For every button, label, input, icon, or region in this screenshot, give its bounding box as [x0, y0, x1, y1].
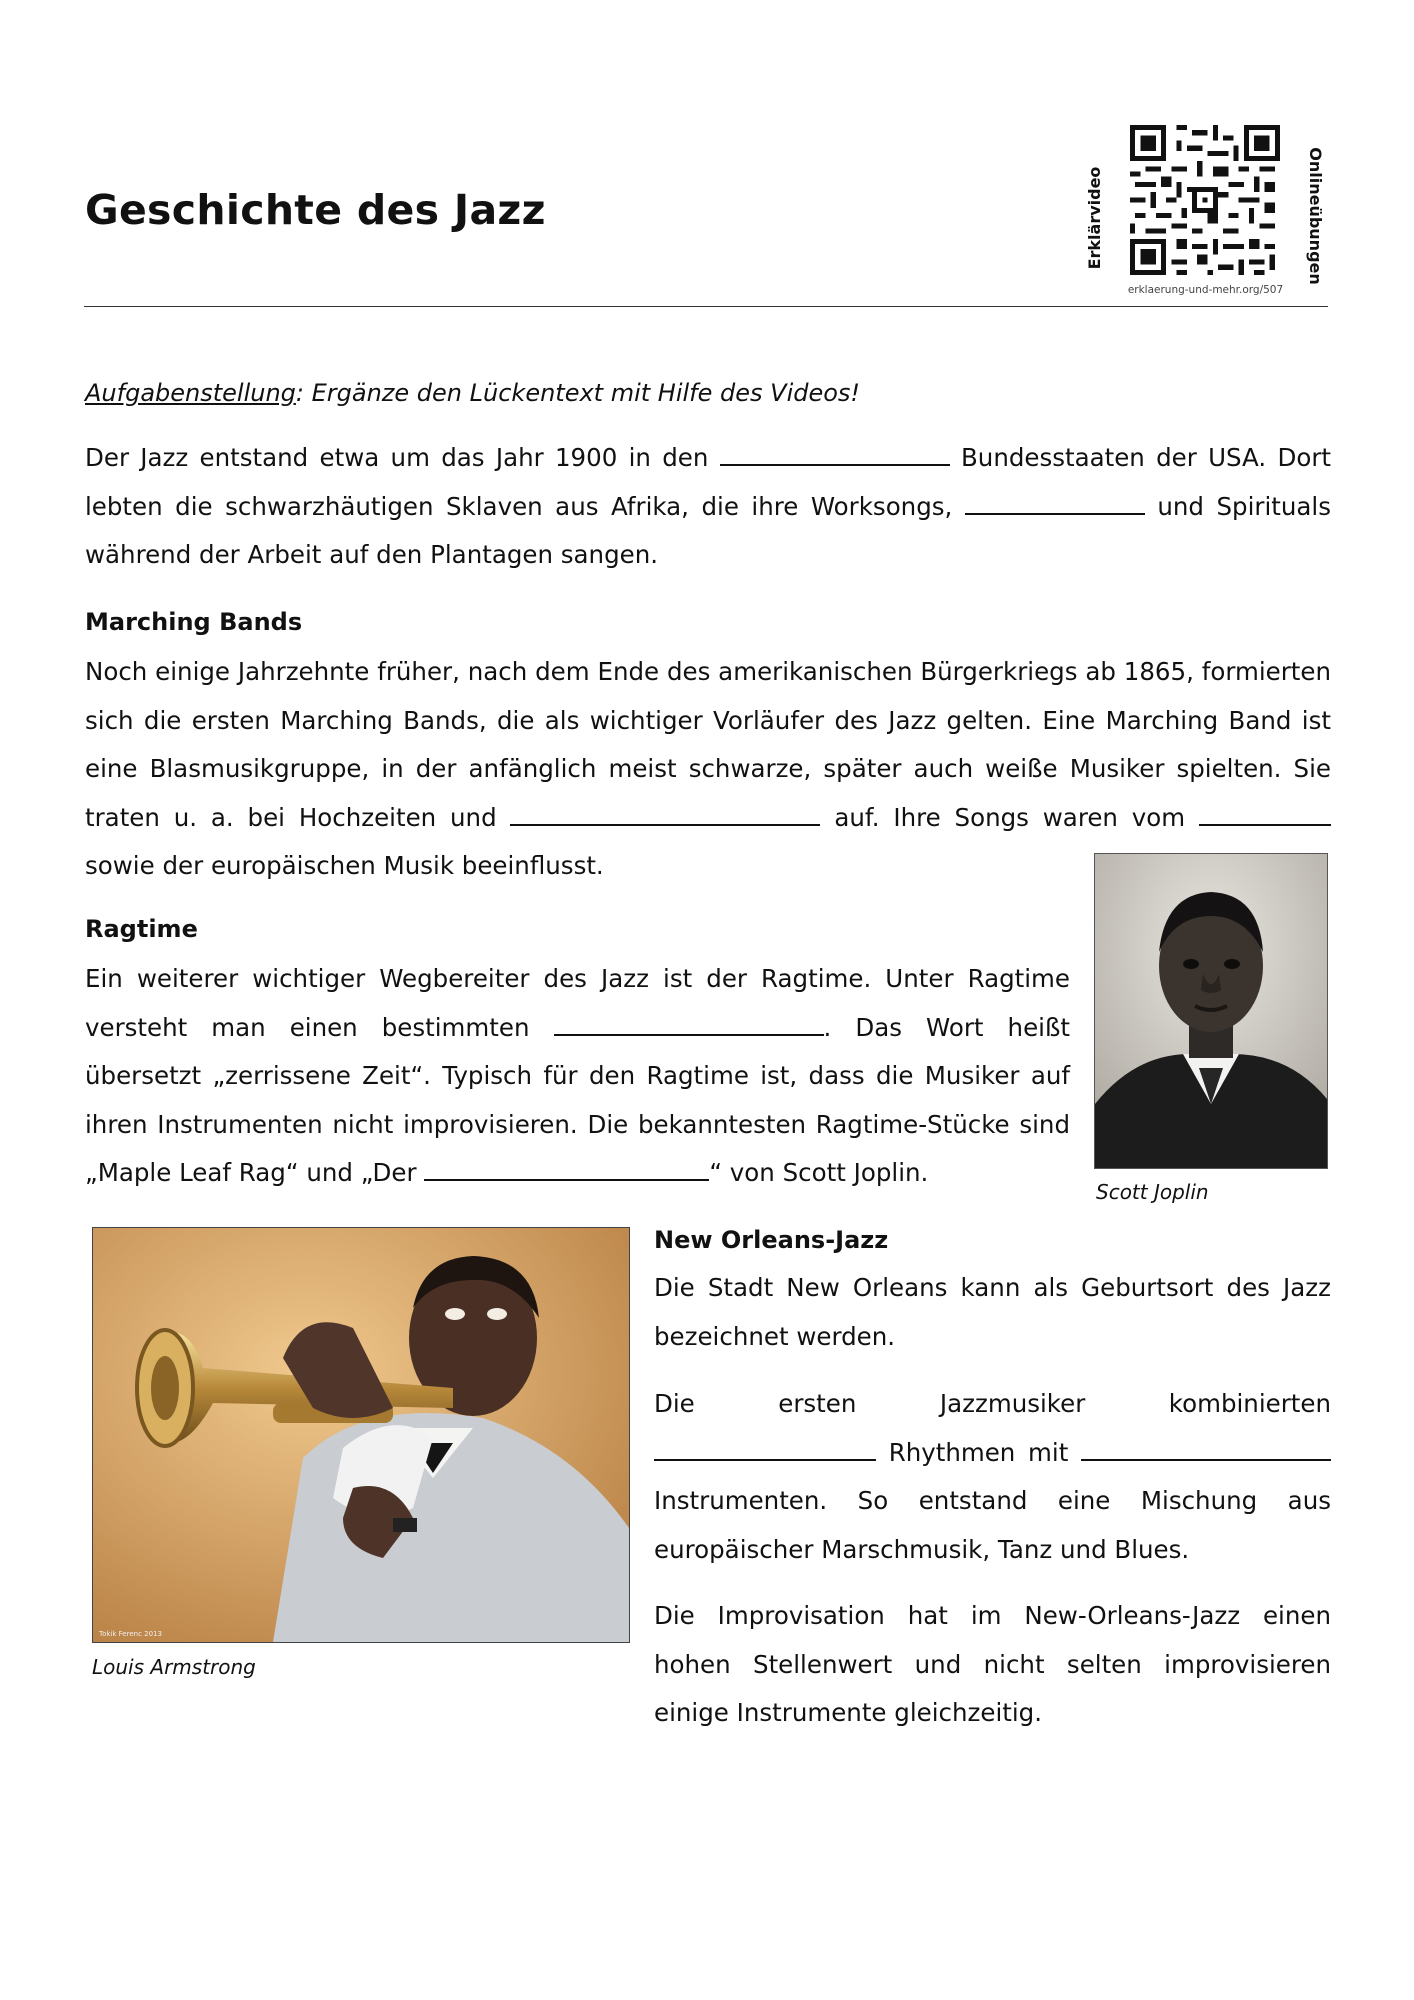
intro-paragraph [85, 434, 1331, 580]
ragtime-text-3: “ von Scott Joplin. [709, 1158, 929, 1187]
qr-label-exercises: Onlineübungen [1306, 147, 1325, 285]
task-label: Aufgabenstellung [85, 379, 296, 407]
photo-credit: Tokik Ferenc 2013 [99, 1630, 162, 1638]
gap-blank[interactable] [1081, 1437, 1331, 1461]
section-heading-ragtime: Ragtime [85, 915, 198, 943]
gap-blank[interactable] [965, 491, 1145, 515]
new-orleans-text-1: Die ersten Jazzmusiker kombinierten [654, 1389, 1331, 1418]
header-divider [84, 306, 1328, 307]
task-instruction [85, 379, 860, 407]
gap-blank[interactable] [654, 1437, 876, 1461]
gap-blank[interactable] [1199, 802, 1331, 826]
new-orleans-paragraph-1: Die Stadt New Orleans kann als Geburtsort des Jazz bezeichnet werden. [654, 1273, 1331, 1351]
qr-url[interactable]: erklaerung-und-mehr.org/507 [1127, 284, 1284, 296]
new-orleans-text-3: Instrumenten. So entstand eine Mischung aus europäischer Marschmusik, Tanz und Blues. [654, 1486, 1331, 1564]
gap-blank[interactable] [510, 802, 820, 826]
new-orleans-paragraph-3: Die Improvisation hat im New-Orleans-Jazz einen hohen Stellenwert und nicht selten improvisieren einige Instrumente gleichzeitig. [654, 1601, 1331, 1727]
new-orleans-text-2: Rhythmen mit [876, 1437, 1081, 1467]
gap-blank[interactable] [554, 1012, 824, 1036]
ragtime-paragraph [85, 955, 1070, 1198]
marching-text-2: auf. Ihre Songs waren vom [820, 802, 1199, 832]
ragtime-text-1: Ein weiterer wichtiger Wegbereiter des Jazz ist der Ragtime. Unter Ragtime versteht man einen bestimmten [85, 964, 1070, 1042]
caption-scott-joplin: Scott Joplin [1096, 1180, 1209, 1204]
qr-code-icon[interactable] [1130, 124, 1280, 276]
intro-text-1: Der Jazz entstand etwa um das Jahr 1900 in den [85, 443, 720, 472]
section-heading-marching-bands: Marching Bands [85, 608, 303, 636]
louis-armstrong-photo [92, 1227, 630, 1643]
new-orleans-paragraph-2 [654, 1380, 1331, 1574]
intro-text-2: Bundesstaaten der USA. Dort lebten die schwarzhäutigen Sklaven aus Afrika, die ihre Worksongs, [85, 443, 1331, 521]
marching-text-3: sowie der europäischen Musik beeinflusst. [85, 851, 604, 880]
intro-text-3: und Spirituals während der Arbeit auf den Plantagen sangen. [85, 491, 1331, 569]
section-heading-new-orleans: New Orleans-Jazz [654, 1226, 889, 1254]
page-title: Geschichte des Jazz [85, 186, 546, 234]
marching-text-1: Noch einige Jahrzehnte früher, nach dem Ende des amerikanischen Bürgerkriegs ab 1865, formierten sich die ersten Marching Bands, die als wichtiger Vorläufer des Jazz gelten. Eine Marching Band ist eine Blasmusikgruppe, in der anfänglich meist schwarze, später auch weiße Musiker spielten. Sie traten u. a. bei Hochzeiten und [85, 657, 1331, 832]
task-text: : Ergänze den Lückentext mit Hilfe des Videos! [295, 379, 861, 407]
caption-louis-armstrong: Louis Armstrong [92, 1655, 256, 1679]
qr-label-video: Erklärvideo [1085, 166, 1104, 270]
scott-joplin-photo [1094, 853, 1328, 1169]
ragtime-text-2: . Das Wort heißt übersetzt „zerrissene Zeit“. Typisch für den Ragtime ist, dass die Musiker auf ihren Instrumenten nicht improvisieren. Die bekanntesten Ragtime-Stücke sind „Maple Leaf Rag“ und „Der [85, 1012, 1070, 1187]
gap-blank[interactable] [720, 442, 950, 466]
gap-blank[interactable] [424, 1157, 709, 1181]
